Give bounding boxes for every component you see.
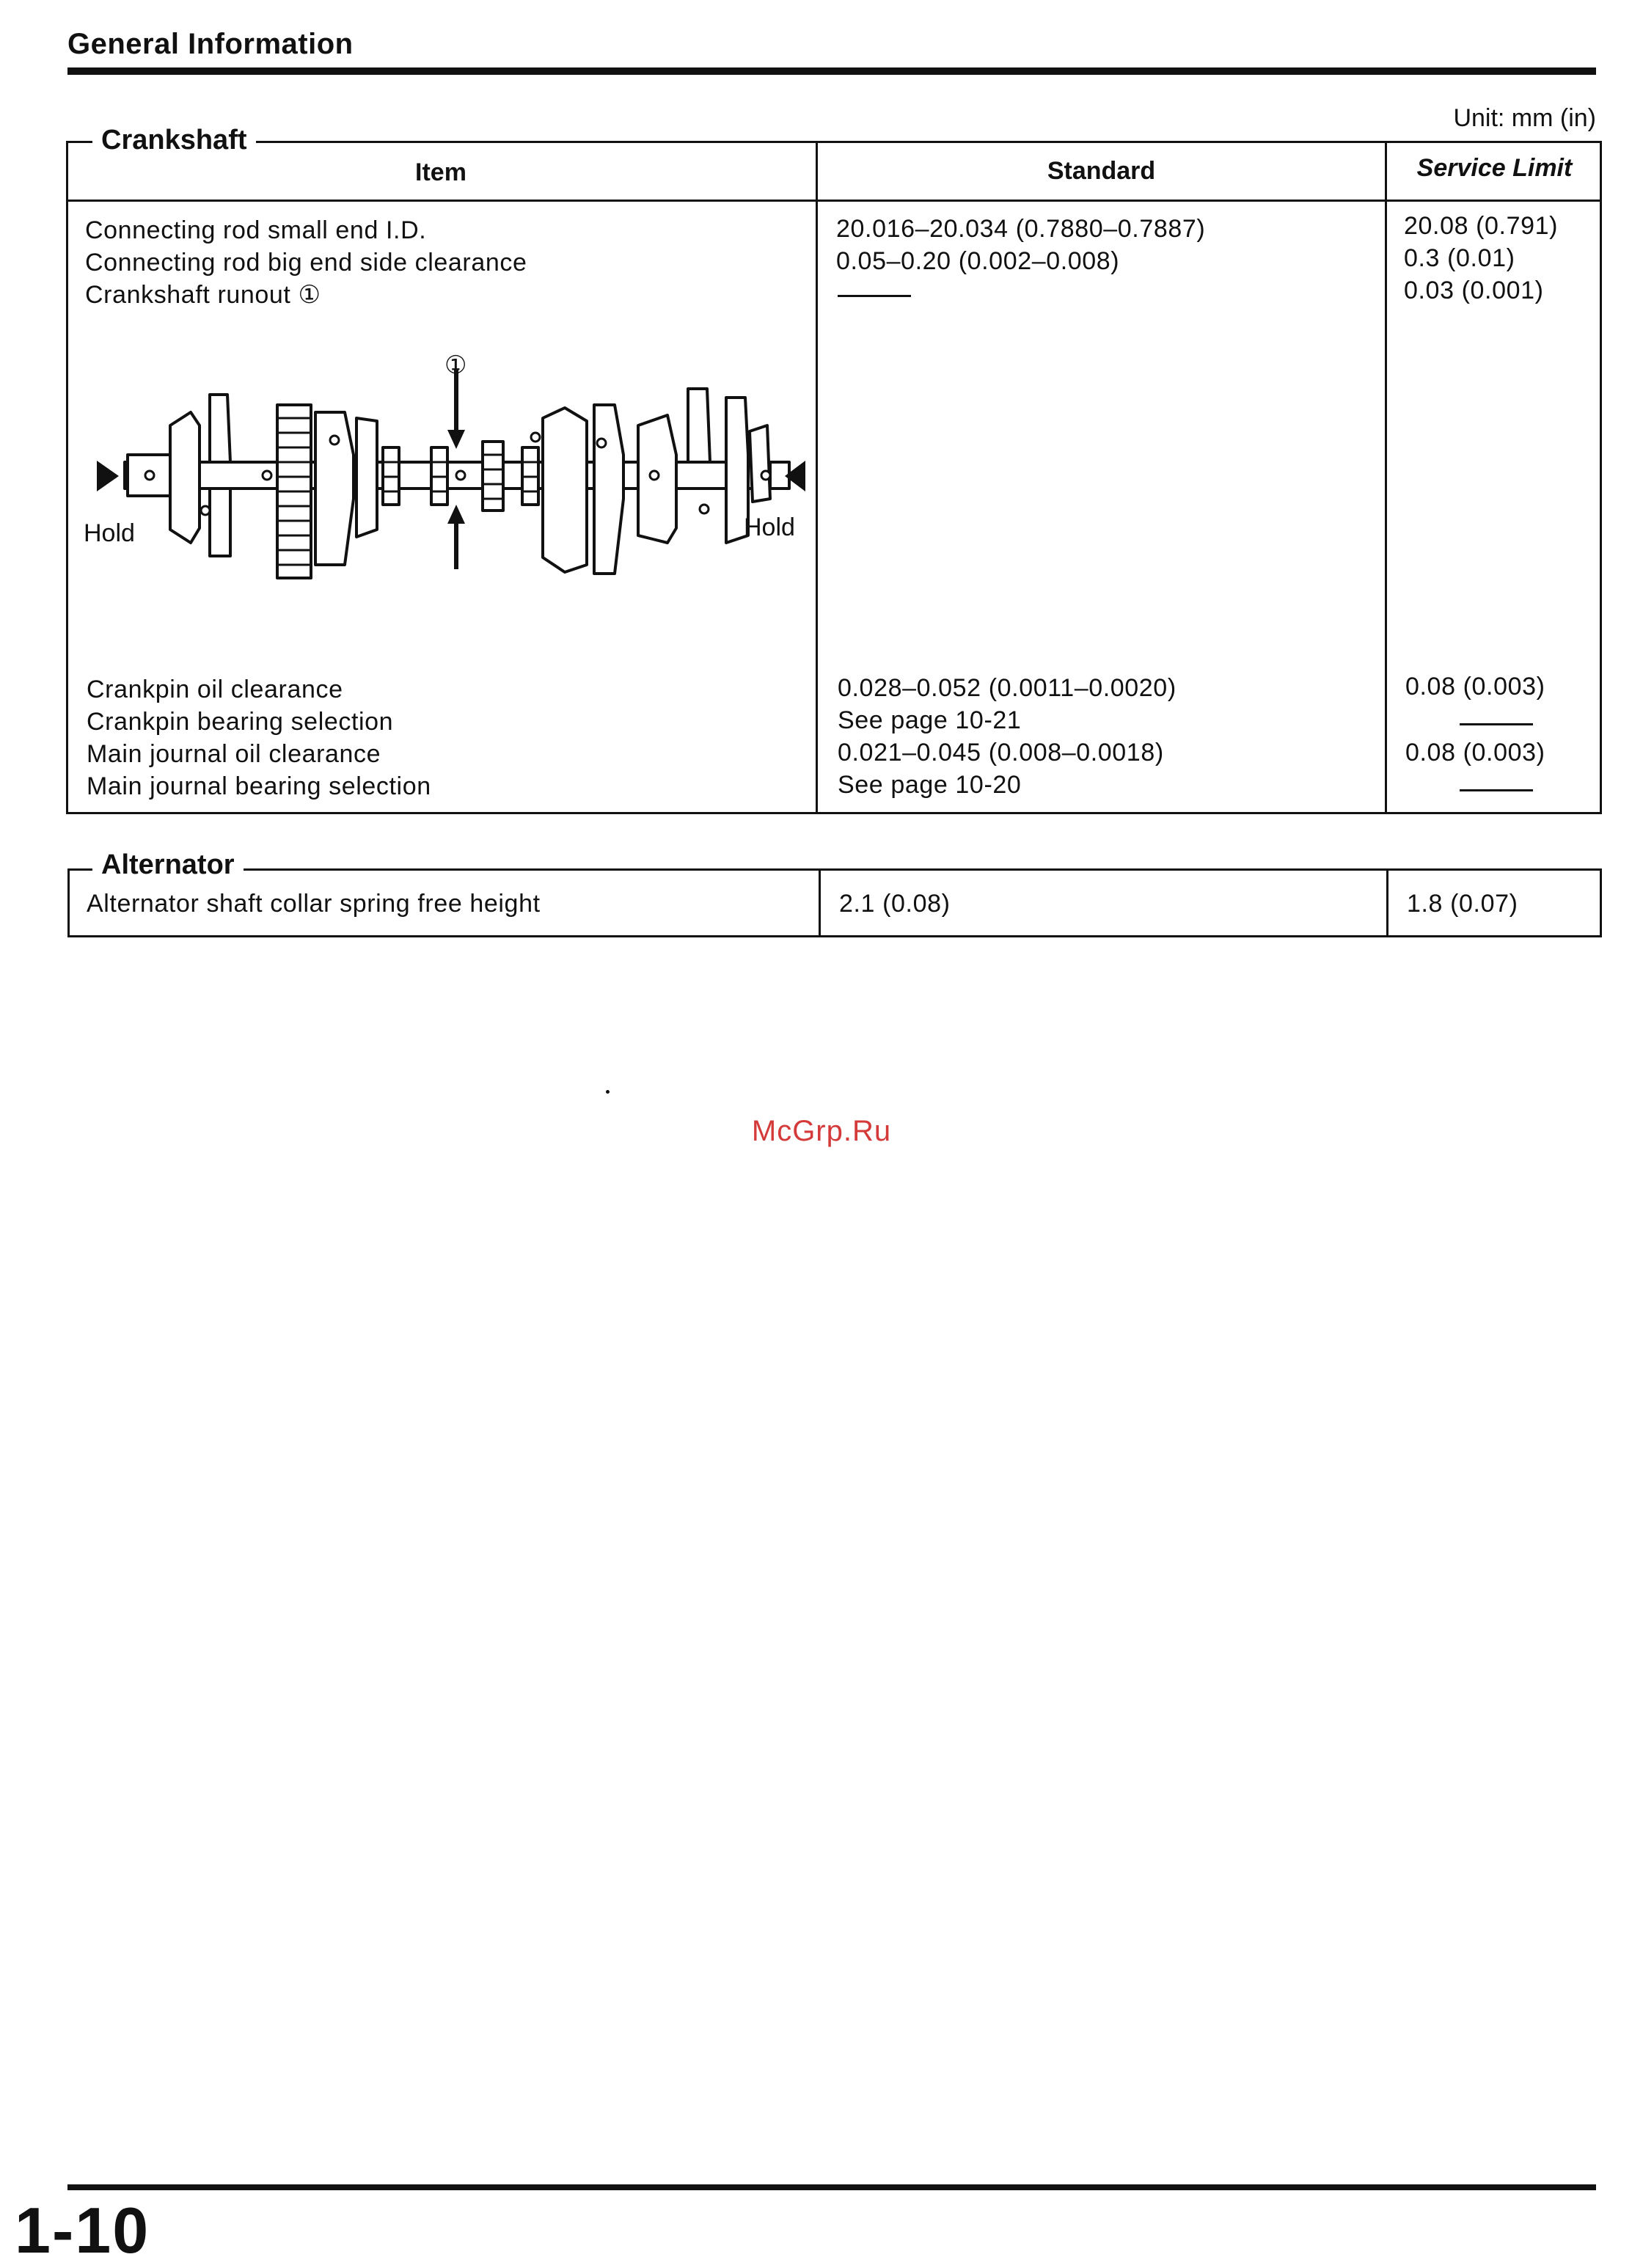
column-header-item: Item xyxy=(415,158,466,186)
limit-big-end-clearance: 0.3 (0.01) xyxy=(1404,244,1515,272)
header-rule xyxy=(67,67,1596,75)
hold-marker-left xyxy=(97,461,119,491)
standard-crankpin-bearing-selection: See page 10-21 xyxy=(838,706,1022,734)
limit-alternator-collar-spring: 1.8 (0.07) xyxy=(1407,890,1518,918)
hold-label-left: Hold xyxy=(84,519,135,547)
alternator-section-title: Alternator xyxy=(92,849,244,881)
limit-main-journal-oil-clearance: 0.08 (0.003) xyxy=(1405,739,1545,767)
standard-small-end-id: 20.016–20.034 (0.7880–0.7887) xyxy=(836,215,1206,243)
item-crankshaft-runout: Crankshaft runout ① xyxy=(85,281,321,309)
item-crankpin-bearing-selection: Crankpin bearing selection xyxy=(87,708,394,736)
standard-crankpin-oil-clearance: 0.028–0.052 (0.0011–0.0020) xyxy=(838,674,1177,702)
column-header-standard: Standard xyxy=(1047,157,1156,185)
item-alternator-collar-spring: Alternator shaft collar spring free height xyxy=(87,890,541,918)
item-main-journal-oil-clearance: Main journal oil clearance xyxy=(87,740,381,768)
crankshaft-illustration xyxy=(81,345,807,587)
page-number: 1-10 xyxy=(15,2194,150,2267)
standard-runout-none xyxy=(838,295,911,297)
runout-callout-label: ① xyxy=(444,351,467,379)
watermark: McGrp.Ru xyxy=(751,1115,892,1147)
standard-main-journal-bearing-selection: See page 10-20 xyxy=(838,771,1022,799)
item-crankpin-oil-clearance: Crankpin oil clearance xyxy=(87,676,343,703)
page-header-title: General Information xyxy=(67,28,354,60)
standard-big-end-clearance: 0.05–0.20 (0.002–0.008) xyxy=(836,247,1120,275)
item-small-end-id: Connecting rod small end I.D. xyxy=(85,216,427,244)
limit-main-journal-bearing-none xyxy=(1460,789,1533,791)
print-speck xyxy=(606,1090,610,1094)
standard-alternator-collar-spring: 2.1 (0.08) xyxy=(839,890,951,918)
unit-note: Unit: mm (in) xyxy=(1453,104,1596,132)
column-divider xyxy=(819,868,821,937)
limit-small-end-id: 20.08 (0.791) xyxy=(1404,212,1559,240)
limit-crankpin-bearing-none xyxy=(1460,723,1533,725)
item-main-journal-bearing-selection: Main journal bearing selection xyxy=(87,772,431,800)
limit-crankshaft-runout: 0.03 (0.001) xyxy=(1404,277,1544,304)
hold-label-right: Hold xyxy=(744,513,795,541)
footer-rule xyxy=(67,2184,1596,2190)
standard-main-journal-oil-clearance: 0.021–0.045 (0.008–0.0018) xyxy=(838,739,1164,767)
crankshaft-diagram xyxy=(81,345,807,587)
item-big-end-clearance: Connecting rod big end side clearance xyxy=(85,249,527,277)
column-divider xyxy=(1385,141,1387,814)
column-header-service-limit: Service Limit xyxy=(1416,154,1573,182)
column-divider xyxy=(1386,868,1388,937)
limit-crankpin-oil-clearance: 0.08 (0.003) xyxy=(1405,673,1545,700)
table-header-divider xyxy=(66,200,1602,202)
column-divider xyxy=(816,141,818,814)
crankshaft-section-title: Crankshaft xyxy=(92,125,256,156)
